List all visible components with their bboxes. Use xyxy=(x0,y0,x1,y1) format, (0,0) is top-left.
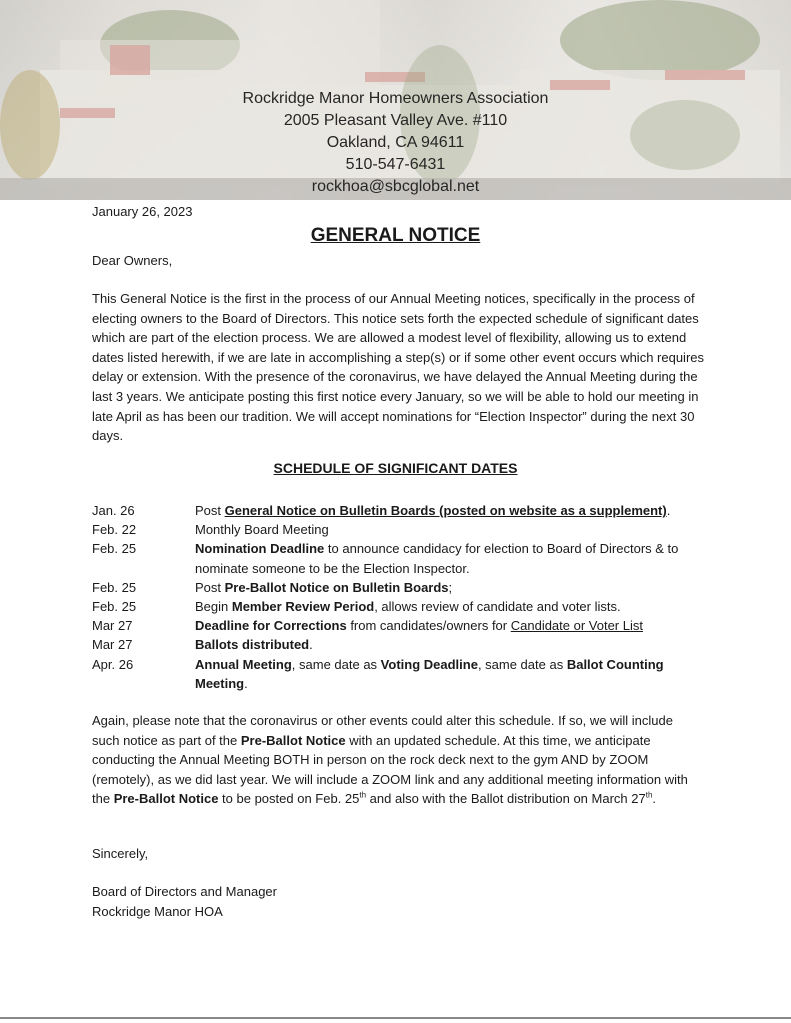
signature-line-2: Rockridge Manor HOA xyxy=(92,903,223,919)
letterhead-banner xyxy=(0,0,791,200)
schedule-date: Mar 27 xyxy=(92,637,133,653)
signature-line-1: Board of Directors and Manager xyxy=(92,884,277,899)
schedule-event: Post General Notice on Bulletin Boards (posted on website as a supplement). xyxy=(195,503,671,518)
letterhead-address-block xyxy=(0,88,791,198)
intro-paragraph: This General Notice is the first in the process of our Annual Meeting notices, specifically in the process of electing owners to the Board of Directors. This notice sets forth the expected schedule of significant dates which are part of the election process. We are allowed a modest level of flexibility, allowing us to extend dates listed herewith, if we are late in accomplishing a step(s) or if some other event occurs which requires delay or extension. With the presence of the coronavirus, we have delayed the Annual Meeting during the last 3 years. We anticipate posting this first notice every January, so we will be able to hold our meeting in late April as has been our tradition. We will accept nominations for “Election Inspector” during the next 30 days. xyxy=(92,291,705,444)
schedule-event: Begin Member Review Period, allows review of candidate and voter lists. xyxy=(195,599,621,615)
street-address: 2005 Pleasant Valley Ave. #110 xyxy=(283,112,508,129)
schedule-row xyxy=(92,578,712,597)
document-title: GENERAL NOTICE xyxy=(310,225,481,246)
schedule-row xyxy=(92,597,712,616)
salutation: Dear Owners, xyxy=(92,253,173,268)
schedule-event: Post Pre-Ballot Notice on Bulletin Boards; xyxy=(195,579,453,595)
closing-paragraph: Again, please note that the coronavirus or other events could alter this schedule. If so, we will include such notice as part of the Pre-Ballot Notice with an updated schedule. At this time, we anticipate conducting the Annual Meeting BOTH in person on the rock deck next to the gym AND by ZOOM (remotely), as we did last year. We will include a ZOOM link and any additional meeting information with the Pre-Ballot Notice to be posted on Feb. 25th and also with the Ballot distribution on March 27th. xyxy=(92,713,688,807)
city-state-zip: Oakland, CA 94611 xyxy=(326,134,465,151)
schedule-row xyxy=(92,539,712,577)
schedule-list xyxy=(92,501,712,693)
email-address: rockhoa@sbcglobal.net xyxy=(311,178,480,195)
schedule-event: Annual Meeting, same date as Voting Deadline, same date as Ballot Counting Meeting. xyxy=(195,656,664,691)
schedule-event: Monthly Board Meeting xyxy=(195,522,329,538)
phone-number: 510-547-6431 xyxy=(345,156,446,173)
org-name: Rockridge Manor Homeowners Association xyxy=(242,90,549,107)
schedule-event: Ballots distributed. xyxy=(195,637,313,653)
schedule-date: Mar 27 xyxy=(92,618,133,634)
schedule-row xyxy=(92,635,712,654)
letter-date: January 26, 2023 xyxy=(92,204,193,219)
schedule-row xyxy=(92,501,712,520)
schedule-date: Apr. 26 xyxy=(92,656,134,672)
schedule-row xyxy=(92,520,712,539)
schedule-row xyxy=(92,616,712,635)
schedule-date: Feb. 25 xyxy=(92,599,137,615)
schedule-event: Nomination Deadline to announce candidacy for election to Board of Directors & to nominate someone to be the Election Inspector. xyxy=(195,541,679,576)
schedule-date: Jan. 26 xyxy=(92,503,135,518)
schedule-date: Feb. 22 xyxy=(92,522,137,538)
sign-off: Sincerely, xyxy=(92,846,149,861)
signature-block xyxy=(92,882,277,921)
scan-edge-divider xyxy=(0,1017,791,1019)
schedule-row xyxy=(92,655,712,693)
schedule-date: Feb. 25 xyxy=(92,541,137,557)
schedule-heading: SCHEDULE OF SIGNIFICANT DATES xyxy=(273,460,518,476)
schedule-date: Feb. 25 xyxy=(92,579,137,595)
schedule-event: Deadline for Corrections from candidates/owners for Candidate or Voter List xyxy=(195,618,643,634)
